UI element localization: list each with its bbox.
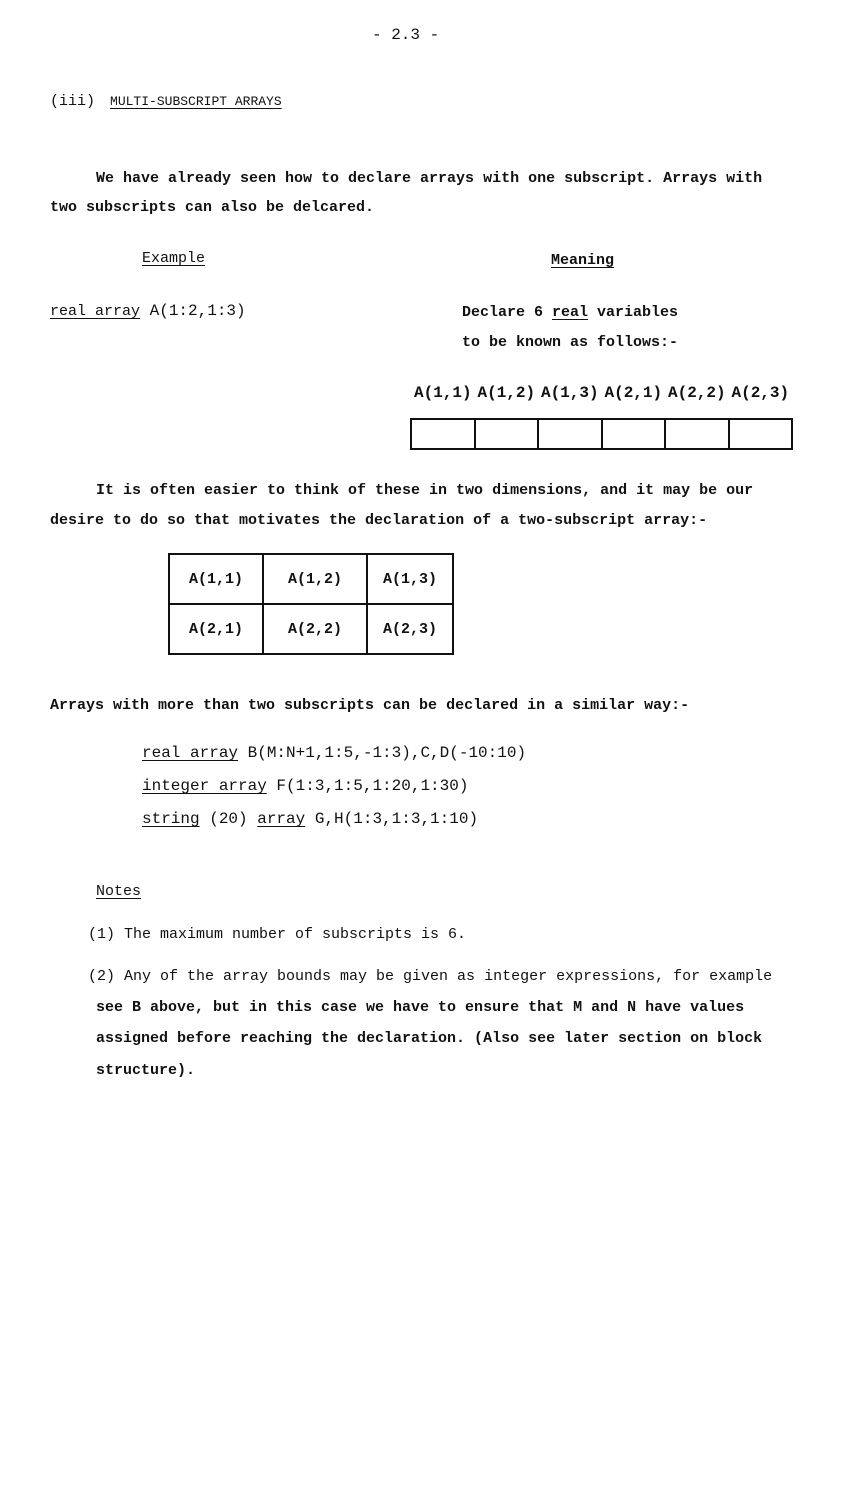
- meaning-line-1-keyword: real: [552, 304, 589, 321]
- linear-box: [666, 420, 730, 448]
- notes-heading: Notes: [96, 883, 142, 900]
- linear-label: A(1,1): [414, 384, 472, 402]
- grid-cell: A(2,2): [263, 604, 367, 654]
- meaning-line-1-post: variables: [588, 304, 679, 321]
- declaration-mid: (20): [199, 810, 258, 828]
- section-title: MULTI-SUBSCRIPT ARRAYS: [110, 94, 282, 109]
- note-2-line-3: assigned before reaching the declaration. (Also see later section on block: [96, 1030, 763, 1047]
- linear-array-labels: [414, 384, 795, 402]
- grid-cell: A(2,3): [367, 604, 453, 654]
- note-2-line-4: structure).: [96, 1062, 196, 1079]
- example-declaration: [50, 302, 246, 320]
- grid-cell: A(2,1): [169, 604, 263, 654]
- example-heading: Example: [142, 250, 206, 267]
- linear-label: A(1,3): [541, 384, 599, 402]
- declaration-rest: B(M:N+1,1:5,-1:3),C,D(-10:10): [238, 744, 527, 762]
- meaning-heading: Meaning: [551, 252, 615, 269]
- declaration-2: [142, 777, 468, 795]
- meaning-line-1-pre: Declare 6: [462, 304, 553, 321]
- example-keyword: real array: [50, 303, 141, 320]
- linear-box: [730, 420, 792, 448]
- meaning-line-1: [462, 304, 678, 321]
- example-rest: A(1:2,1:3): [140, 302, 246, 320]
- linear-box: [539, 420, 603, 448]
- declaration-1: [142, 744, 526, 762]
- grid-cell: A(1,2): [263, 554, 367, 604]
- meaning-line-2: to be known as follows:-: [462, 334, 679, 351]
- note-2-line-2: see B above, but in this case we have to ensure that M and N have values: [96, 999, 745, 1016]
- linear-box: [476, 420, 540, 448]
- declaration-keyword: string: [142, 810, 200, 828]
- grid-row: [169, 604, 453, 654]
- declaration-keyword: real array: [142, 744, 239, 762]
- declaration-rest: G,H(1:3,1:3,1:10): [305, 810, 479, 828]
- linear-label: A(2,3): [731, 384, 790, 402]
- para3: Arrays with more than two subscripts can be declared in a similar way:-: [50, 697, 690, 714]
- linear-array-boxes: [410, 418, 793, 450]
- page-number: - 2.3 -: [372, 26, 440, 44]
- grid-cell: A(1,3): [367, 554, 453, 604]
- linear-label: A(2,1): [604, 384, 663, 402]
- para2-line-1: It is often easier to think of these in two dimensions, and it may be our: [96, 482, 754, 499]
- linear-box: [412, 420, 476, 448]
- declaration-keyword: integer array: [142, 777, 267, 795]
- grid-cell: A(1,1): [169, 554, 263, 604]
- grid-row: [169, 554, 453, 604]
- declaration-keyword: array: [257, 810, 306, 828]
- linear-label: A(1,2): [477, 384, 536, 402]
- section-number: (iii): [50, 93, 96, 110]
- linear-box: [603, 420, 667, 448]
- linear-label: A(2,2): [668, 384, 726, 402]
- para2-line-2: desire to do so that motivates the declaration of a two-subscript array:-: [50, 512, 708, 529]
- intro-line-2: two subscripts can also be delcared.: [50, 199, 375, 216]
- two-dimensional-array: [168, 553, 454, 655]
- intro-line-1: We have already seen how to declare arrays with one subscript. Arrays with: [96, 170, 763, 187]
- declaration-3: [142, 810, 478, 828]
- declaration-rest: F(1:3,1:5,1:20,1:30): [266, 777, 469, 795]
- note-2-line-1: (2) Any of the array bounds may be given as integer expressions, for example: [88, 968, 773, 985]
- section-heading: [50, 93, 282, 110]
- note-1: (1) The maximum number of subscripts is 6.: [88, 926, 467, 943]
